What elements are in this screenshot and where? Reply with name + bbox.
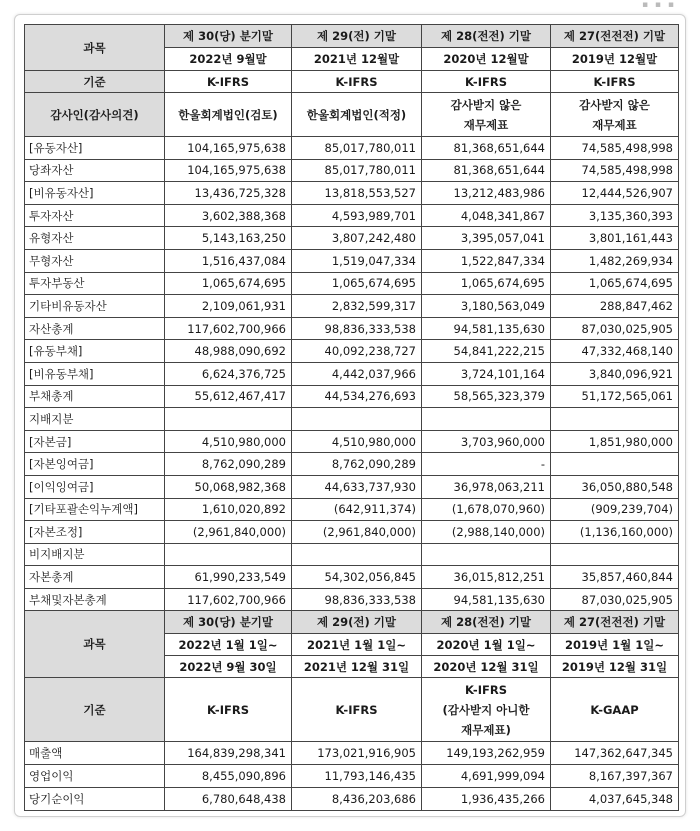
bs-row-label: [자본잉여금]	[25, 453, 165, 476]
is-period-from: 2019년 1월 1일~	[551, 634, 679, 656]
bs-row-value	[422, 543, 551, 566]
bs-table-row	[25, 543, 679, 566]
bs-row-value: 40,092,238,727	[292, 340, 422, 363]
bs-row-label: [기타포괄손익누계액]	[25, 498, 165, 521]
bs-period-title: 제 29(전) 기말	[292, 25, 422, 48]
bs-table-row	[25, 362, 679, 385]
bs-row-value: (909,239,704)	[551, 498, 679, 521]
bs-row-value: 87,030,025,905	[551, 588, 679, 611]
is-standard-value: K-IFRS	[292, 678, 422, 742]
bs-auditor-value-line-2: 재무제표	[592, 117, 637, 132]
bs-row-value: 288,847,462	[551, 295, 679, 318]
is-period-title: 제 29(전) 기말	[292, 611, 422, 634]
bs-row-value: 117,602,700,966	[165, 588, 292, 611]
bs-row-value: 50,068,982,368	[165, 475, 292, 498]
bs-row-value	[422, 408, 551, 431]
is-row-value: 8,436,203,686	[292, 788, 422, 811]
bs-row-value: 13,436,725,328	[165, 182, 292, 205]
bs-row-value	[551, 408, 679, 431]
is-header-row-1	[25, 611, 679, 634]
bs-row-value: (2,961,840,000)	[165, 521, 292, 544]
bs-row-label: 부채총계	[25, 385, 165, 408]
is-table-row	[25, 765, 679, 788]
is-period-to: 2022년 9월 30일	[165, 656, 292, 678]
is-period-to: 2021년 12월 31일	[292, 656, 422, 678]
bs-period-date: 2022년 9월말	[165, 48, 292, 71]
bs-row-value: (642,911,374)	[292, 498, 422, 521]
bs-row-value	[551, 453, 679, 476]
is-standard-value: K-IFRS	[165, 678, 292, 742]
bs-row-value: 8,762,090,289	[292, 453, 422, 476]
bs-row-value: 55,612,467,417	[165, 385, 292, 408]
is-row-value: 8,167,397,367	[551, 765, 679, 788]
bs-auditor-value: 한울회계법인(검토)	[165, 93, 292, 137]
bs-row-label: [비유동부채]	[25, 362, 165, 385]
bs-standard-value: K-IFRS	[422, 71, 551, 93]
is-row-value: 6,780,648,438	[165, 788, 292, 811]
bs-table-row	[25, 272, 679, 295]
bs-row-value: 2,109,061,931	[165, 295, 292, 318]
bs-row-value: 117,602,700,966	[165, 317, 292, 340]
bs-row-value: 3,840,096,921	[551, 362, 679, 385]
is-table-row	[25, 788, 679, 811]
bs-row-value: 1,516,437,084	[165, 249, 292, 272]
is-row-label: 영업이익	[25, 765, 165, 788]
bs-table-row	[25, 430, 679, 453]
bs-row-label: 기타비유동자산	[25, 295, 165, 318]
bs-period-date: 2020년 12월말	[422, 48, 551, 71]
is-standard-value-line-1: K-IFRS	[465, 682, 507, 697]
bs-row-label: 비지배지분	[25, 543, 165, 566]
is-period-from: 2021년 1월 1일~	[292, 634, 422, 656]
is-table-row	[25, 742, 679, 765]
bs-standard-label: 기준	[25, 71, 165, 93]
bs-auditor-row	[25, 93, 679, 137]
bs-row-label: 자산총계	[25, 317, 165, 340]
bs-row-value: 12,444,526,907	[551, 182, 679, 205]
bs-table-row	[25, 385, 679, 408]
is-standard-value	[422, 678, 551, 742]
bs-auditor-value-line-1: 감사받지 않은	[579, 97, 650, 112]
is-row-label: 당기순이익	[25, 788, 165, 811]
bs-row-value: 3,180,563,049	[422, 295, 551, 318]
bs-table-row	[25, 137, 679, 160]
bs-table-row	[25, 227, 679, 250]
bs-row-value: 2,832,599,317	[292, 295, 422, 318]
is-row-value: 149,193,262,959	[422, 742, 551, 765]
bs-row-label: 투자자산	[25, 204, 165, 227]
bs-row-value: 54,302,056,845	[292, 566, 422, 589]
is-row-value: 8,455,090,896	[165, 765, 292, 788]
bs-row-value: 44,534,276,693	[292, 385, 422, 408]
is-subject-header: 과목	[25, 611, 165, 678]
bs-row-value: 6,624,376,725	[165, 362, 292, 385]
bs-table-row	[25, 566, 679, 589]
bs-table-row	[25, 588, 679, 611]
bs-row-value: 98,836,333,538	[292, 317, 422, 340]
bs-table-row	[25, 295, 679, 318]
bs-period-title: 제 30(당) 분기말	[165, 25, 292, 48]
is-period-title: 제 27(전전전) 기말	[551, 611, 679, 634]
bs-row-value: 36,050,880,548	[551, 475, 679, 498]
bs-row-value: 1,482,269,934	[551, 249, 679, 272]
is-period-to: 2020년 12월 31일	[422, 656, 551, 678]
bs-row-value: 5,143,163,250	[165, 227, 292, 250]
bs-table-row	[25, 249, 679, 272]
bs-table-row	[25, 498, 679, 521]
is-period-title: 제 28(전전) 기말	[422, 611, 551, 634]
bs-period-date: 2019년 12월말	[551, 48, 679, 71]
bs-row-value: -	[422, 453, 551, 476]
bs-row-value: 1,065,674,695	[165, 272, 292, 295]
bs-row-value: 1,065,674,695	[422, 272, 551, 295]
bs-table-row	[25, 475, 679, 498]
bs-row-label: [자본조정]	[25, 521, 165, 544]
bs-row-value: 85,017,780,011	[292, 137, 422, 160]
bs-row-value: 1,610,020,892	[165, 498, 292, 521]
bs-table-row	[25, 340, 679, 363]
bs-row-value	[165, 543, 292, 566]
bs-row-value: 74,585,498,998	[551, 137, 679, 160]
bs-auditor-value	[422, 93, 551, 137]
bs-standard-value: K-IFRS	[292, 71, 422, 93]
bs-row-value: 1,851,980,000	[551, 430, 679, 453]
corner-decoration: ▪ ▪ ▪	[641, 0, 676, 10]
is-row-value: 11,793,146,435	[292, 765, 422, 788]
bs-standard-value: K-IFRS	[165, 71, 292, 93]
is-standard-row	[25, 678, 679, 742]
is-period-to: 2019년 12월 31일	[551, 656, 679, 678]
bs-row-value: 48,988,090,692	[165, 340, 292, 363]
bs-table-row	[25, 453, 679, 476]
bs-table-row	[25, 204, 679, 227]
is-standard-label: 기준	[25, 678, 165, 742]
bs-row-value: 13,212,483,986	[422, 182, 551, 205]
bs-row-label: 자본총계	[25, 566, 165, 589]
bs-row-value: 1,065,674,695	[292, 272, 422, 295]
is-row-label: 매출액	[25, 742, 165, 765]
bs-row-value: 3,807,242,480	[292, 227, 422, 250]
bs-row-label: 무형자산	[25, 249, 165, 272]
bs-header-row-1	[25, 25, 679, 48]
bs-row-value: 74,585,498,998	[551, 159, 679, 182]
bs-row-label: [자본금]	[25, 430, 165, 453]
bs-table-row	[25, 182, 679, 205]
bs-row-label: [비유동자산]	[25, 182, 165, 205]
is-standard-value: K-GAAP	[551, 678, 679, 742]
bs-row-value: 81,368,651,644	[422, 137, 551, 160]
bs-row-value	[292, 408, 422, 431]
is-period-from: 2020년 1월 1일~	[422, 634, 551, 656]
is-row-value: 164,839,298,341	[165, 742, 292, 765]
bs-row-value: 58,565,323,379	[422, 385, 551, 408]
bs-row-value: 81,368,651,644	[422, 159, 551, 182]
bs-subject-header: 과목	[25, 25, 165, 71]
is-row-value: 173,021,916,905	[292, 742, 422, 765]
is-standard-value-line-3: 재무제표)	[461, 722, 511, 737]
bs-row-value: 47,332,468,140	[551, 340, 679, 363]
bs-row-value: 36,015,812,251	[422, 566, 551, 589]
bs-auditor-value	[551, 93, 679, 137]
bs-row-value: (1,136,160,000)	[551, 521, 679, 544]
bs-row-label: 부채및자본총계	[25, 588, 165, 611]
bs-row-value: 61,990,233,549	[165, 566, 292, 589]
bs-row-value: 104,165,975,638	[165, 159, 292, 182]
bs-row-value: 54,841,222,215	[422, 340, 551, 363]
bs-standard-value: K-IFRS	[551, 71, 679, 93]
bs-row-value: 94,581,135,630	[422, 317, 551, 340]
bs-table-row	[25, 159, 679, 182]
bs-row-value: 13,818,553,527	[292, 182, 422, 205]
bs-period-date: 2021년 12월말	[292, 48, 422, 71]
bs-row-value: 3,602,388,368	[165, 204, 292, 227]
bs-row-value: 1,065,674,695	[551, 272, 679, 295]
bs-row-value	[165, 408, 292, 431]
bs-row-value: 3,703,960,000	[422, 430, 551, 453]
bs-standard-row	[25, 71, 679, 93]
is-period-title: 제 30(당) 분기말	[165, 611, 292, 634]
bs-row-value: 4,442,037,966	[292, 362, 422, 385]
bs-period-title: 제 28(전전) 기말	[422, 25, 551, 48]
bs-row-value: 87,030,025,905	[551, 317, 679, 340]
bs-row-label: 투자부동산	[25, 272, 165, 295]
bs-row-label: 당좌자산	[25, 159, 165, 182]
bs-row-value	[551, 543, 679, 566]
bs-row-value: (2,961,840,000)	[292, 521, 422, 544]
bs-row-value: (1,678,070,960)	[422, 498, 551, 521]
bs-row-value: (2,988,140,000)	[422, 521, 551, 544]
bs-period-title: 제 27(전전전) 기말	[551, 25, 679, 48]
is-period-from: 2022년 1월 1일~	[165, 634, 292, 656]
bs-table-row	[25, 408, 679, 431]
bs-table-row	[25, 521, 679, 544]
bs-row-value: 1,522,847,334	[422, 249, 551, 272]
bs-row-value: 94,581,135,630	[422, 588, 551, 611]
bs-row-value: 3,724,101,164	[422, 362, 551, 385]
is-row-value: 4,037,645,348	[551, 788, 679, 811]
bs-auditor-value-line-2: 재무제표	[463, 117, 509, 132]
financial-summary-table	[24, 24, 679, 811]
bs-row-label: 지배지분	[25, 408, 165, 431]
bs-row-label: 유형자산	[25, 227, 165, 250]
bs-row-value: 3,135,360,393	[551, 204, 679, 227]
bs-auditor-label: 감사인(감사의견)	[25, 93, 165, 137]
bs-row-value: 35,857,460,844	[551, 566, 679, 589]
is-row-value: 4,691,999,094	[422, 765, 551, 788]
bs-row-value: 8,762,090,289	[165, 453, 292, 476]
bs-row-value: 104,165,975,638	[165, 137, 292, 160]
bs-row-value: 51,172,565,061	[551, 385, 679, 408]
bs-row-value: 36,978,063,211	[422, 475, 551, 498]
bs-row-value: 3,801,161,443	[551, 227, 679, 250]
bs-auditor-value-line-1: 감사받지 않은	[450, 97, 522, 112]
bs-row-value: 4,593,989,701	[292, 204, 422, 227]
bs-row-value: 4,048,341,867	[422, 204, 551, 227]
bs-row-value: 85,017,780,011	[292, 159, 422, 182]
bs-row-label: [유동부채]	[25, 340, 165, 363]
bs-row-label: [유동자산]	[25, 137, 165, 160]
is-standard-value-line-2: (감사받지 아니한	[442, 702, 530, 717]
is-row-value: 147,362,647,345	[551, 742, 679, 765]
is-row-value: 1,936,435,266	[422, 788, 551, 811]
bs-row-value: 4,510,980,000	[292, 430, 422, 453]
bs-row-value: 3,395,057,041	[422, 227, 551, 250]
bs-row-value: 44,633,737,930	[292, 475, 422, 498]
bs-row-value: 98,836,333,538	[292, 588, 422, 611]
bs-row-label: [이익잉여금]	[25, 475, 165, 498]
bs-table-row	[25, 317, 679, 340]
bs-row-value: 1,519,047,334	[292, 249, 422, 272]
bs-auditor-value: 한울회계법인(적정)	[292, 93, 422, 137]
bs-row-value	[292, 543, 422, 566]
bs-row-value: 4,510,980,000	[165, 430, 292, 453]
